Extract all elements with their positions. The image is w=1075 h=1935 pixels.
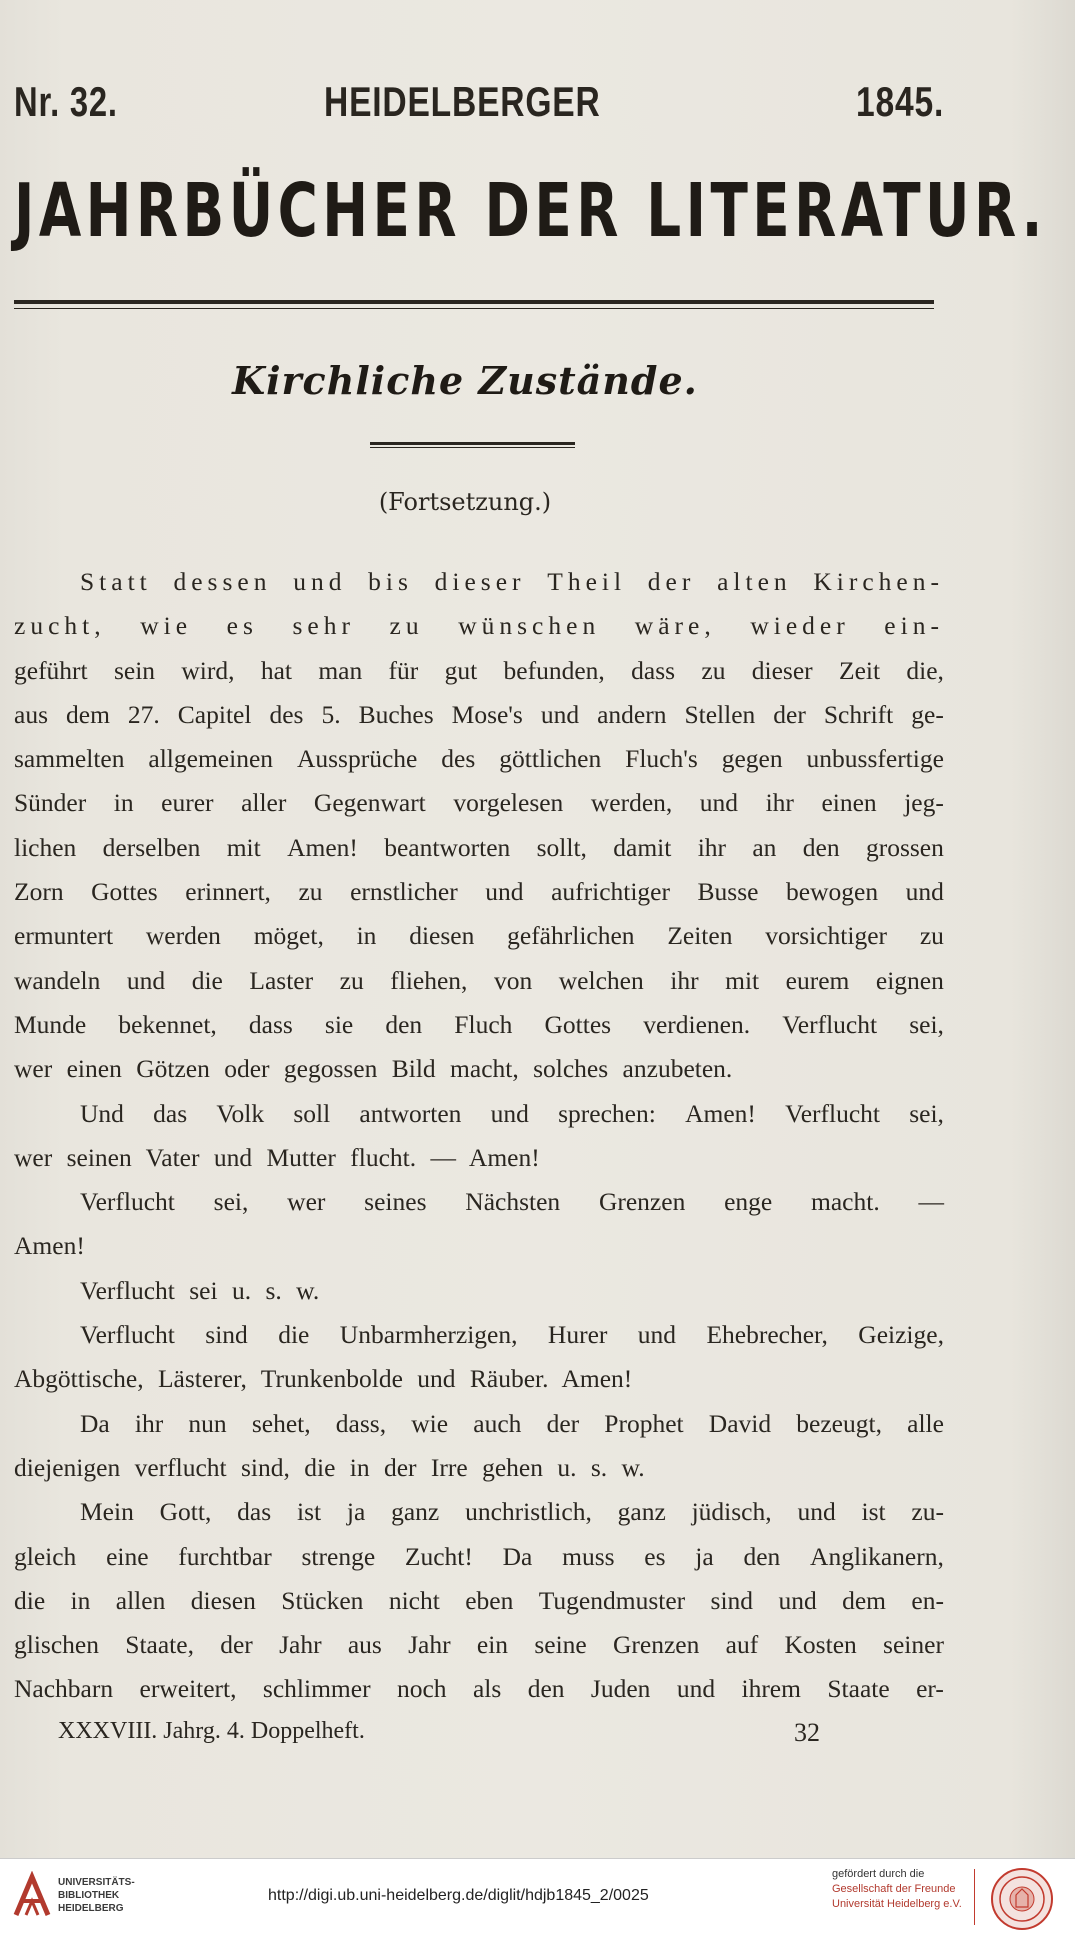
- body-line: Statt dessen und bis dieser Theil der alten Kirchen-: [80, 567, 944, 596]
- body-line: wer einen Götzen oder gegossen Bild macht, solches anzubeten.: [14, 1054, 733, 1084]
- university-library-logo-icon[interactable]: [12, 1871, 52, 1921]
- sponsor-line: Universität Heidelberg e.V.: [832, 1898, 962, 1910]
- library-name-line: HEIDELBERG: [58, 1903, 124, 1914]
- section-title: Kirchliche Zustände.: [232, 358, 698, 403]
- library-name-line: BIBLIOTHEK: [58, 1890, 120, 1901]
- issue-number: Nr. 32.: [14, 78, 118, 125]
- publication-name: HEIDELBERGER: [324, 78, 601, 125]
- body-line: Sünder in eurer aller Gegenwart vorgelesen werden, und ihr einen jeg-: [14, 788, 944, 818]
- viewer-footer-bar: [0, 1858, 1075, 1935]
- section-rule-thin: [370, 447, 575, 448]
- body-line: geführt sein wird, hat man für gut befunden, dass zu dieser Zeit die,: [14, 655, 944, 685]
- body-line: Verflucht sind die Unbarmherzigen, Hurer und Ehebrecher, Geizige,: [80, 1320, 944, 1350]
- university-seal-icon[interactable]: [990, 1867, 1054, 1931]
- issue-year: 1845.: [855, 78, 944, 125]
- sponsor-line: Gesellschaft der Freunde: [832, 1883, 956, 1895]
- page-number: 32: [794, 1718, 820, 1747]
- body-line: Zorn Gottes erinnert, zu ernstlicher und aufrichtiger Busse bewogen und: [14, 877, 944, 907]
- body-line: diejenigen verflucht sind, die in der Irre gehen u. s. w.: [14, 1452, 645, 1482]
- body-line: Amen!: [14, 1231, 85, 1261]
- body-line: wandeln und die Laster zu fliehen, von welchen ihr mit eurem eignen: [14, 965, 944, 995]
- body-line: wer seinen Vater und Mutter flucht. — Amen!: [14, 1142, 540, 1172]
- body-line: Da ihr nun sehet, dass, wie auch der Prophet David bezeugt, alle: [80, 1408, 944, 1438]
- title-rule-thin: [14, 308, 934, 309]
- sponsor-line: gefördert durch die: [832, 1868, 925, 1880]
- body-line: sammelten allgemeinen Aussprüche des göttlichen Fluch's gegen unbussfertige: [14, 744, 944, 774]
- library-name[interactable]: [58, 1876, 135, 1915]
- library-name-line: UNIVERSITÄTS-: [58, 1877, 135, 1888]
- body-line: zucht, wie es sehr zu wünschen wäre, wieder ein-: [14, 611, 944, 641]
- article-body: [14, 560, 944, 1712]
- section-rule: [370, 442, 575, 445]
- continuation-note: (Fortsetzung.): [378, 488, 552, 516]
- running-header: [14, 78, 944, 128]
- body-line: Abgöttische, Lästerer, Trunkenbolde und Räuber. Amen!: [14, 1364, 633, 1394]
- body-line: glischen Staate, der Jahr aus Jahr ein seine Grenzen auf Kosten seiner: [14, 1630, 944, 1660]
- title-rule: [14, 300, 934, 304]
- body-line: Munde bekennet, dass sie den Fluch Gottes verdienen. Verflucht sei,: [14, 1009, 944, 1039]
- page-footer: [14, 1718, 944, 1752]
- sponsor-credit[interactable]: [832, 1867, 962, 1912]
- body-line: Mein Gott, das ist ja ganz unchristlich, ganz jüdisch, und ist zu-: [80, 1497, 944, 1527]
- body-line: Nachbarn erweitert, schlimmer noch als den Juden und ihrem Staate er-: [14, 1674, 944, 1704]
- body-line: Und das Volk soll antworten und sprechen: Amen! Verflucht sei,: [80, 1098, 944, 1128]
- body-line: aus dem 27. Capitel des 5. Buches Mose's und andern Stellen der Schrift ge-: [14, 699, 944, 729]
- body-line: gleich eine furchtbar strenge Zucht! Da muss es ja den Anglikanern,: [14, 1541, 944, 1571]
- bar-divider: [974, 1869, 975, 1925]
- body-line: Verflucht sei, wer seines Nächsten Grenzen enge macht. —: [80, 1187, 944, 1217]
- body-line: ermuntert werden möget, in diesen gefährlichen Zeiten vorsichtiger zu: [14, 921, 944, 951]
- body-line: die in allen diesen Stücken nicht eben Tugendmuster sind und dem en-: [14, 1585, 944, 1615]
- signature-mark: XXXVIII. Jahrg. 4. Doppelheft.: [58, 1718, 365, 1744]
- journal-title: JAHRBÜCHER DER LITERATUR.: [14, 168, 1047, 254]
- body-line: lichen derselben mit Amen! beantworten sollt, damit ihr an den grossen: [14, 832, 944, 862]
- permalink-url[interactable]: http://digi.ub.uni-heidelberg.de/diglit/hdjb1845_2/0025: [268, 1887, 649, 1904]
- body-line: Verflucht sei u. s. w.: [80, 1275, 320, 1305]
